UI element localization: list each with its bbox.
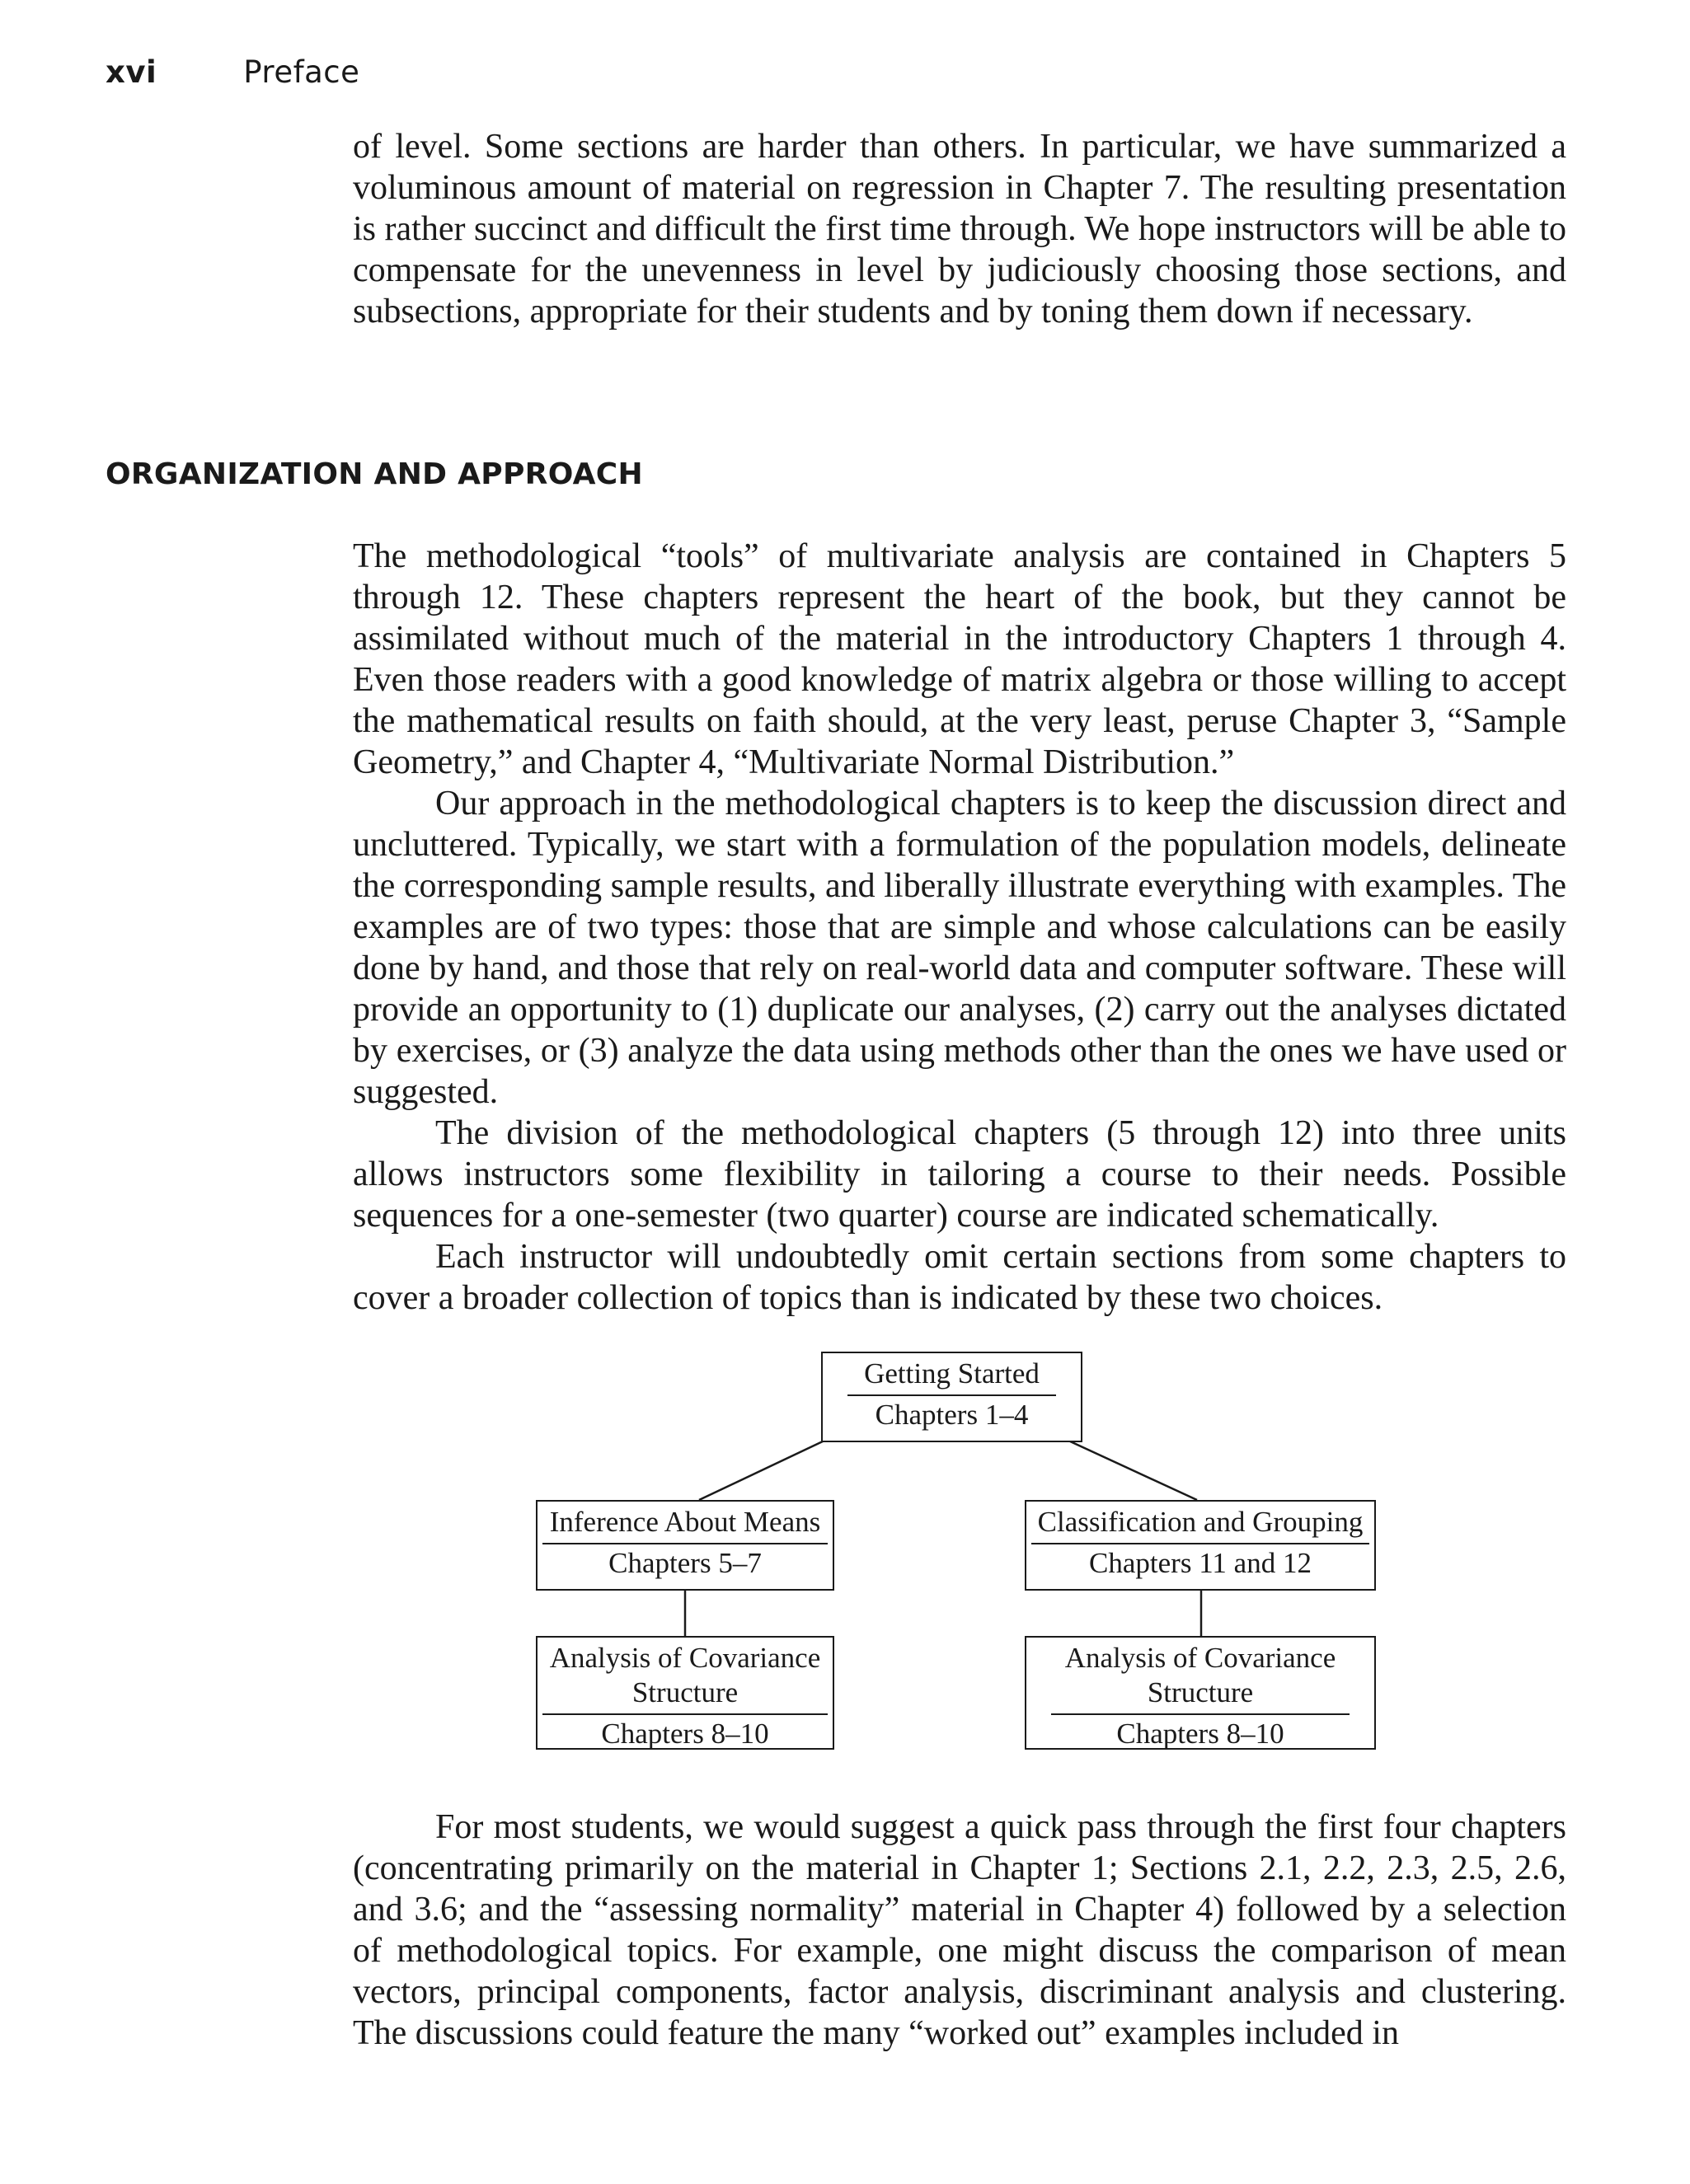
classification-and-grouping-box [1025, 1500, 1376, 1591]
box-title-line: Analysis of Covariance [549, 1642, 821, 1674]
covariance-structure-box-right [1025, 1636, 1376, 1750]
box-title-line: Structure [1147, 1676, 1254, 1708]
inference-about-means-box [536, 1500, 834, 1591]
connector-start-to-classification [1068, 1441, 1197, 1500]
organization-paragraph: Our approach in the methodological chapters is to keep the discussion direct and uncluttered. Typically, we start with a formulation of the population models, delineate the corresponding sample results, and liberally illustrate everything with examples. The examples are of two types: those that are simple and whose calculations can be easily done by hand, and those that rely on real-world data and computer software. These will provide an opportunity to (1) duplicate our analyses, (2) carry out the analyses dictated by exercises, or (3) analyze the data using methods other than the ones we have used or suggested. [353, 785, 1566, 1111]
closing-paragraph: For most students, we would suggest a quick pass through the first four chapters (concentrating primarily on the material in Chapter 1; Sections 2.1, 2.2, 2.3, 2.5, 2.6, and 3.6; and the “assessing normality” material in Chapter 4) followed by a selection of methodological topics. For example, one might discuss the comparison of mean vectors, principal components, factor analysis, discriminant analysis and clustering. The discussions could feature the many “worked out” examples included in [353, 1808, 1566, 2052]
box-title: Getting Started [847, 1357, 1056, 1396]
running-head [106, 54, 359, 90]
running-title: Preface [243, 54, 360, 90]
page-number: xvi [106, 54, 157, 90]
connector-start-to-inference [699, 1441, 824, 1500]
box-title: Classification and Grouping [1031, 1505, 1369, 1544]
organization-block [353, 536, 1566, 1319]
box-chapters: Chapters 1–4 [875, 1399, 1029, 1431]
box-chapters: Chapters 8–10 [601, 1718, 769, 1750]
closing-block [353, 1807, 1566, 2054]
getting-started-box [821, 1352, 1082, 1442]
box-title-line: Structure [631, 1676, 739, 1708]
box-chapters: Chapters 8–10 [1116, 1718, 1284, 1750]
covariance-structure-box-left [536, 1636, 834, 1750]
intro-paragraph: of level. Some sections are harder than others. In particular, we have summarized a voluminous amount of material on regression in Chapter 7. The resulting presentation is rather succinct and difficult the first time through. We hope instructors will be able to compensate for the unevenness in level by judiciously choosing those sections, and subsections, appropriate for their students and by toning them down if necessary. [353, 128, 1566, 330]
box-title [1051, 1641, 1350, 1715]
box-title-line: Analysis of Covariance [1064, 1642, 1336, 1674]
organization-paragraph: The methodological “tools” of multivariate analysis are contained in Chapters 5 through 12. These chapters represent the heart of the book, but they cannot be assimilated without much of the material in the introductory Chapters 1 through 4. Even those readers with a good knowledge of matrix algebra or those willing to accept the mathematical results on faith should, at the very least, peruse Chapter 3, “Sample Geometry,” and Chapter 4, “Multivariate Normal Distribution.” [353, 537, 1566, 781]
box-chapters: Chapters 5–7 [608, 1547, 762, 1579]
box-chapters: Chapters 11 and 12 [1089, 1547, 1312, 1579]
section-heading: ORGANIZATION AND APPROACH [106, 457, 643, 491]
organization-paragraph: The division of the methodological chapters (5 through 12) into three units allows instructors some flexibility in tailoring a course to their needs. Possible sequences for a one-semester (two quarter) course are indicated schematically. [353, 1114, 1566, 1235]
organization-paragraph: Each instructor will undoubtedly omit certain sections from some chapters to cover a broader collection of topics than is indicated by these two choices. [353, 1238, 1566, 1317]
intro-block [353, 126, 1566, 332]
box-title: Inference About Means [542, 1505, 828, 1544]
box-title [542, 1641, 828, 1715]
